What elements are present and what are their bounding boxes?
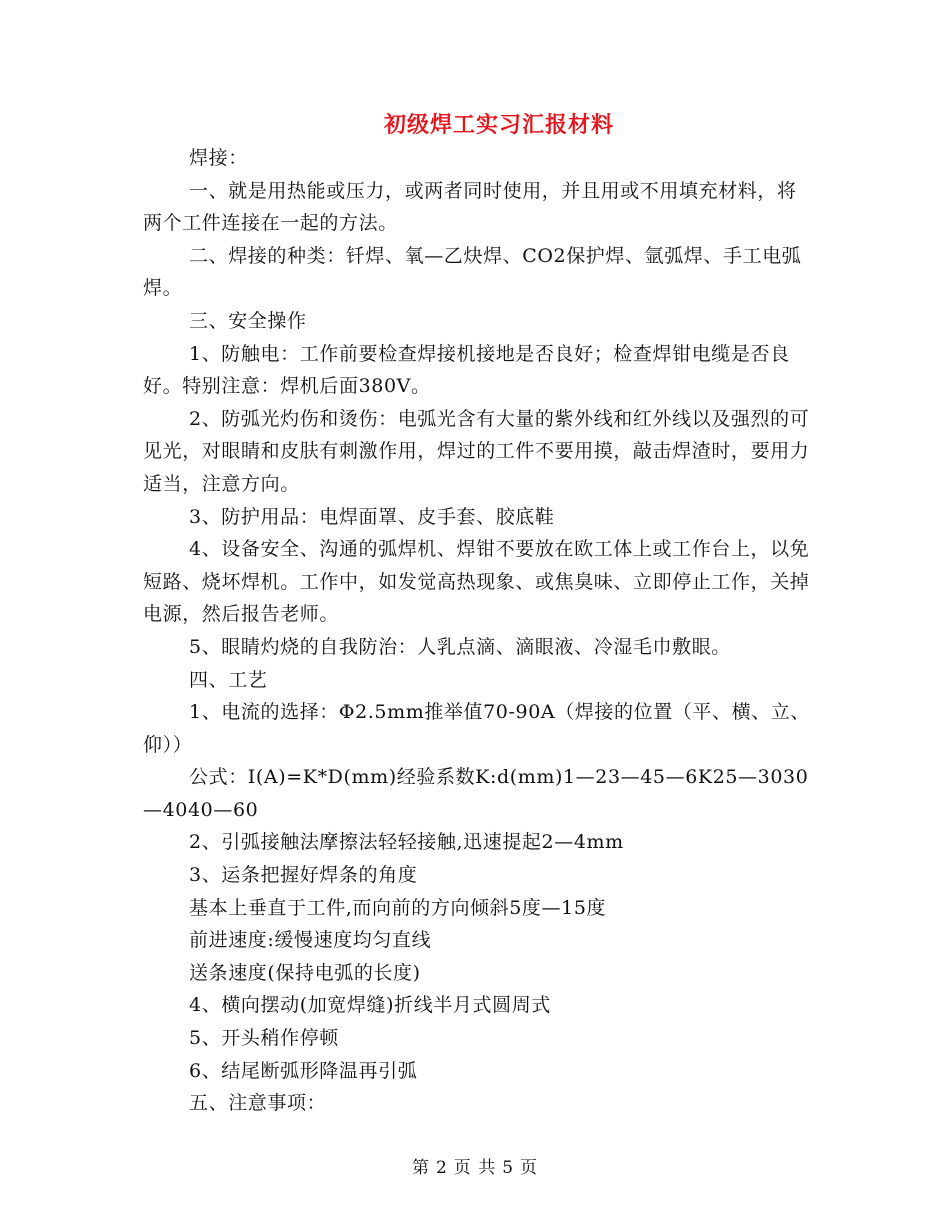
paragraph: 4、横向摆动(加宽焊缝)折线半月式圆周式 — [189, 994, 551, 1017]
footer-current-page: 2 — [435, 1158, 448, 1178]
footer-label-page: 第 — [411, 1158, 430, 1178]
document-body — [143, 142, 815, 1120]
paragraph: 3、防护用品：电焊面罩、皮手套、胶底鞋 — [189, 505, 555, 528]
page-number-footer — [0, 1153, 950, 1178]
paragraph: 一、就是用热能或压力，或两者同时使用，并且用或不用填充材料，将两个工件连接在一起的方法。 — [143, 179, 797, 235]
paragraph: 5、开头稍作停顿 — [189, 1027, 339, 1050]
paragraph: 五、注意事项： — [189, 1092, 327, 1115]
paragraph: 焊接： — [189, 147, 248, 169]
paragraph: 四、工艺 — [189, 668, 268, 691]
paragraph: 5、眼睛灼烧的自我防治：人乳点滴、滴眼液、冷湿毛巾敷眼。 — [189, 635, 731, 658]
paragraph: 基本上垂直于工件,而向前的方向倾斜5度—15度 — [189, 896, 607, 919]
paragraph: 6、结尾断弧形降温再引弧 — [189, 1059, 418, 1082]
paragraph: 送条速度(保持电弧的长度) — [189, 961, 421, 984]
paragraph: 2、防弧光灼伤和烫伤：电弧光含有大量的紫外线和红外线以及强烈的可见光，对眼睛和皮肤有刺激作用，焊过的工件不要用摸，敲击焊渣时，要用力适当，注意方向。 — [143, 407, 810, 495]
footer-label-end: 页 — [520, 1158, 539, 1178]
paragraph: 三、安全操作 — [189, 309, 307, 332]
paragraph: 公式：I(A)=K*D(mm)经验系数K:d(mm)1—23—45—6K25—3030—4040—60 — [143, 766, 809, 821]
paragraph: 4、设备安全、沟通的弧焊机、焊钳不要放在欧工体上或工作台上，以免短路、烧坏焊机。工作中，如发觉高热现象、或焦臭味、立即停止工作，关掉电源，然后报告老师。 — [143, 538, 810, 626]
paragraph: 二、焊接的种类：钎焊、氧—乙炔焊、CO2保护焊、氩弧焊、手工电弧焊。 — [143, 244, 802, 300]
paragraph: 2、引弧接触法摩擦法轻轻接触,迅速提起2—4mm — [189, 831, 624, 854]
page-title: 初级焊工实习汇报材料 — [383, 112, 614, 138]
footer-label-of: 页 共 — [453, 1158, 497, 1178]
paragraph: 1、防触电：工作前要检查焊接机接地是否良好；检查焊钳电缆是否良好。特别注意：焊机后面380V。 — [143, 342, 790, 398]
paragraph: 前进速度:缓慢速度均匀直线 — [189, 929, 432, 952]
footer-total-pages: 5 — [502, 1158, 515, 1178]
paragraph: 3、运条把握好焊条的角度 — [189, 864, 418, 887]
paragraph: 1、电流的选择：Φ2.5mm推举值70-90A（焊接的位置（平、横、立、仰）） — [143, 701, 811, 756]
